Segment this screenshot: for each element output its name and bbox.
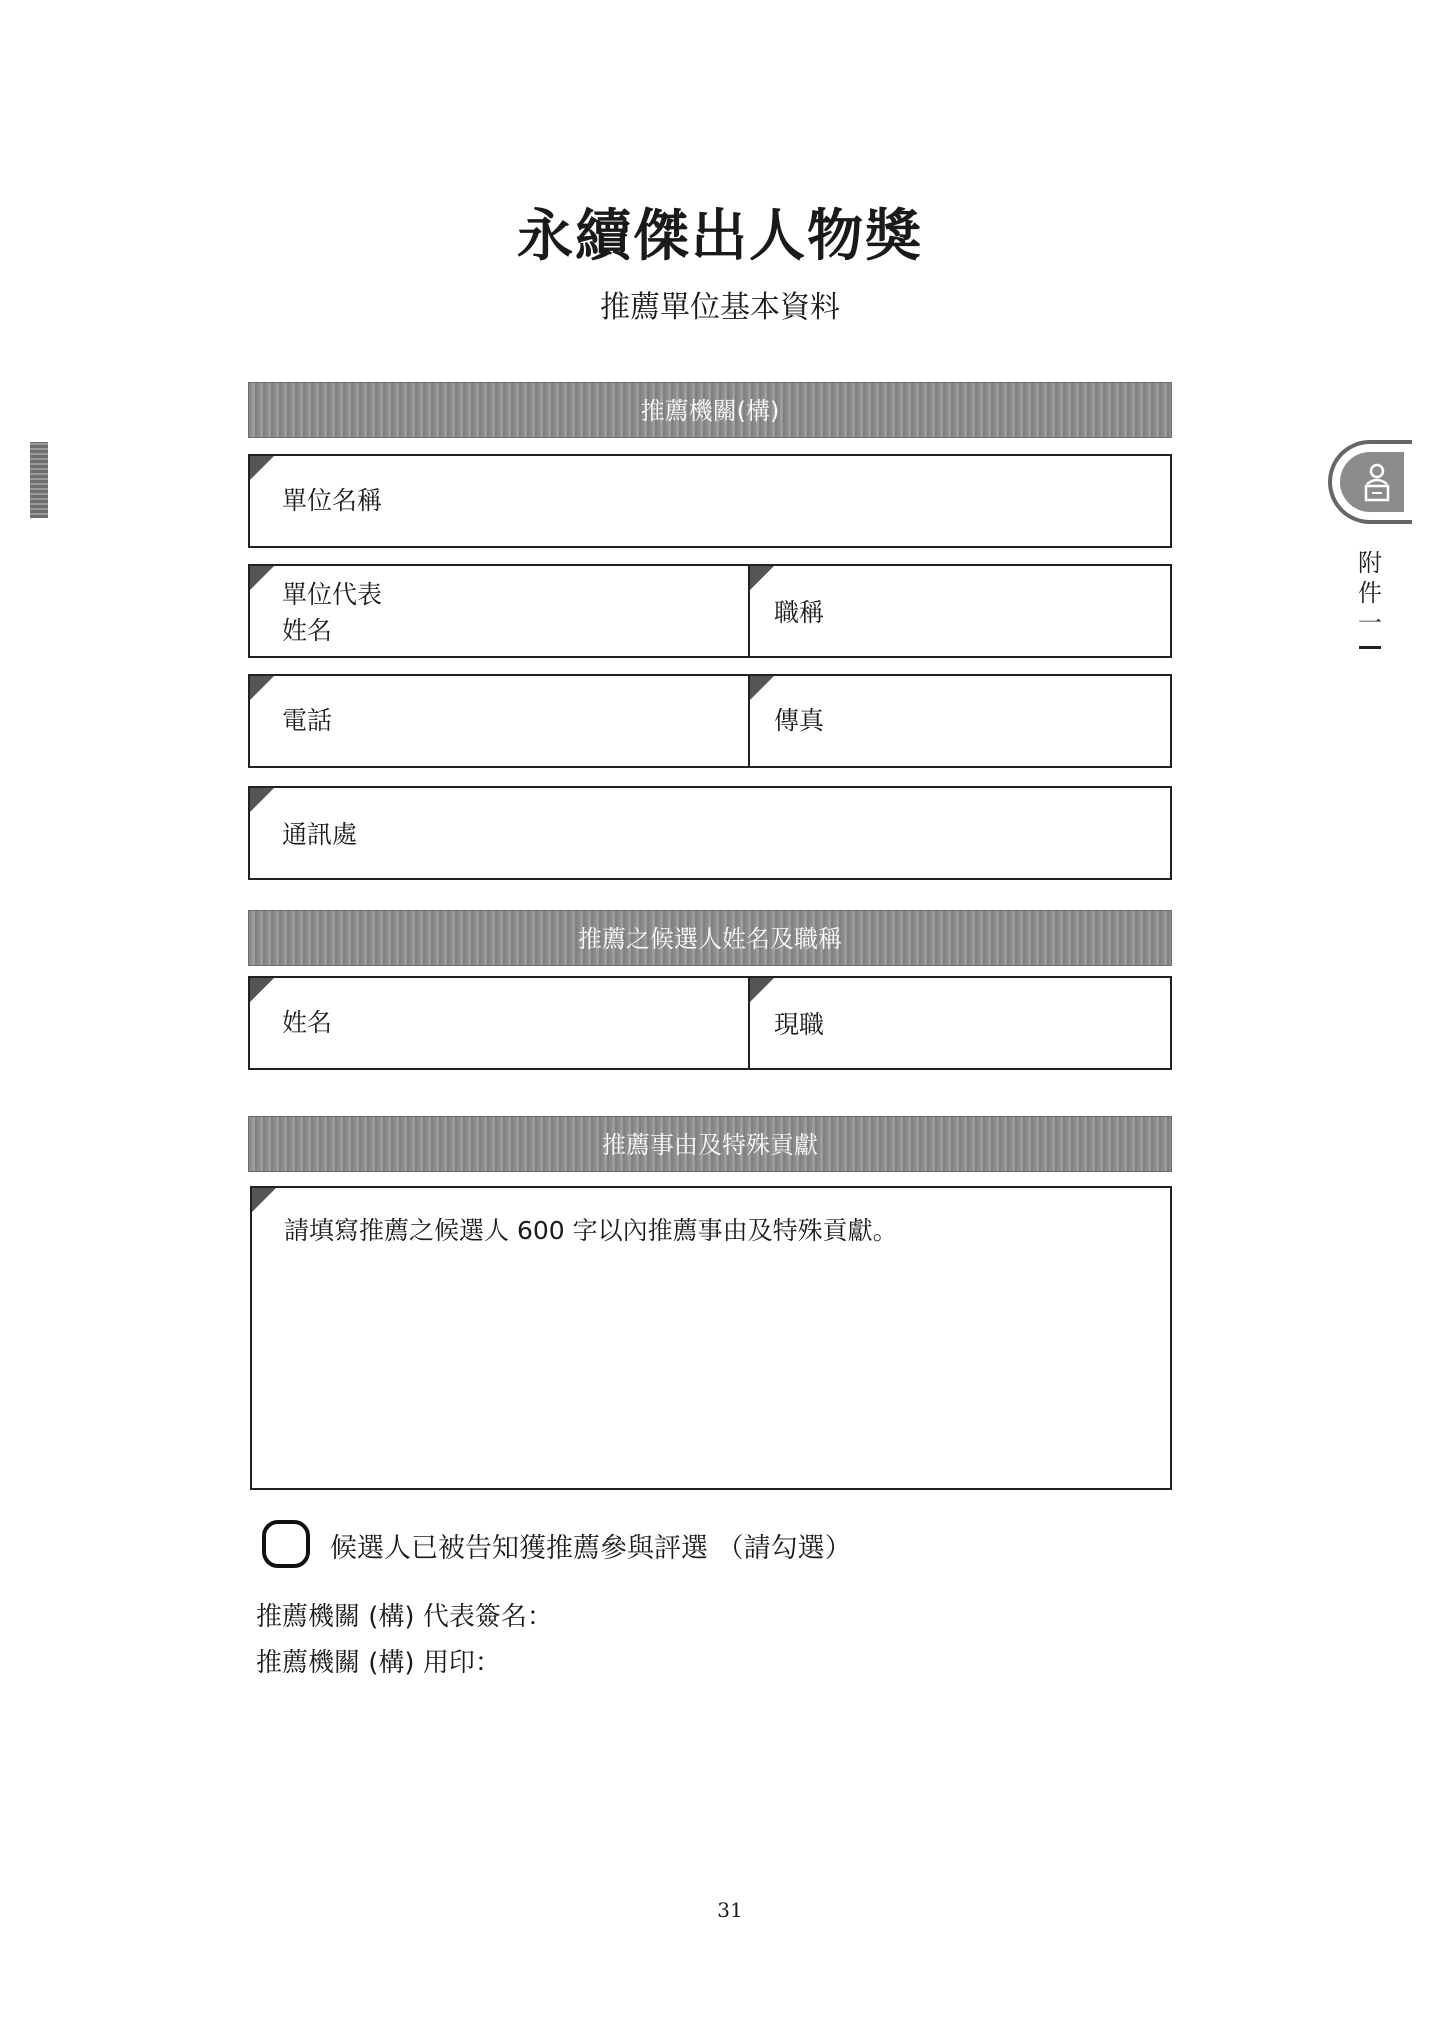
- side-tab-dash: [1359, 646, 1381, 649]
- field-candidate-name[interactable]: [248, 976, 750, 1070]
- section-bar-candidate: 推薦之候選人姓名及職稱: [248, 910, 1172, 966]
- field-label: 通訊處: [282, 820, 358, 849]
- field-corner: [750, 566, 774, 590]
- field-phone[interactable]: [248, 674, 750, 768]
- signature-label: 推薦機關 (構) 代表簽名：: [256, 1602, 553, 1632]
- side-tab-char: 件: [1358, 579, 1382, 607]
- field-corner: [252, 1188, 276, 1212]
- side-tab-char: 一: [1358, 609, 1382, 637]
- consent-checkbox[interactable]: [262, 1520, 310, 1568]
- field-corner: [750, 978, 774, 1002]
- field-corner: [750, 676, 774, 700]
- page-title: 永續傑出人物獎: [517, 204, 923, 269]
- speaker-podium-icon: [1362, 462, 1392, 502]
- side-tab-fill: [1340, 452, 1404, 512]
- field-corner: [250, 566, 274, 590]
- scan-edge-mark: [30, 442, 48, 518]
- field-unit-name[interactable]: [248, 454, 1172, 548]
- side-tab-text: [1352, 548, 1388, 649]
- page-subtitle: 推薦單位基本資料: [600, 290, 840, 325]
- reason-instruction: 請填寫推薦之候選人 600 字以內推薦事由及特殊貢獻。: [284, 1216, 898, 1245]
- field-corner: [250, 788, 274, 812]
- side-tab-char: 附: [1358, 549, 1382, 577]
- field-label: 單位代表: [282, 580, 383, 609]
- field-corner: [250, 456, 274, 480]
- page-number: 31: [717, 1898, 743, 1922]
- field-rep-name[interactable]: [248, 564, 750, 658]
- field-corner: [250, 676, 274, 700]
- consent-label: 候選人已被告知獲推薦參與評選 （請勾選）: [330, 1533, 852, 1564]
- seal-label: 推薦機關 (構) 用印：: [256, 1648, 501, 1678]
- field-label: 單位名稱: [282, 486, 383, 515]
- field-label: 姓名: [282, 616, 333, 645]
- field-label: 姓名: [282, 1008, 333, 1037]
- field-label: 電話: [282, 706, 333, 735]
- section-bar-org: 推薦機關(構): [248, 382, 1172, 438]
- field-fax[interactable]: [748, 674, 1172, 768]
- field-label: 現職: [774, 1010, 825, 1039]
- field-label: 職稱: [774, 598, 825, 627]
- side-tab: [1328, 440, 1412, 524]
- field-corner: [250, 978, 274, 1002]
- section-bar-reason: 推薦事由及特殊貢獻: [248, 1116, 1172, 1172]
- field-current-position[interactable]: [748, 976, 1172, 1070]
- field-reason[interactable]: [250, 1186, 1172, 1490]
- field-label: 傳真: [774, 706, 825, 735]
- field-job-title[interactable]: [748, 564, 1172, 658]
- field-address[interactable]: [248, 786, 1172, 880]
